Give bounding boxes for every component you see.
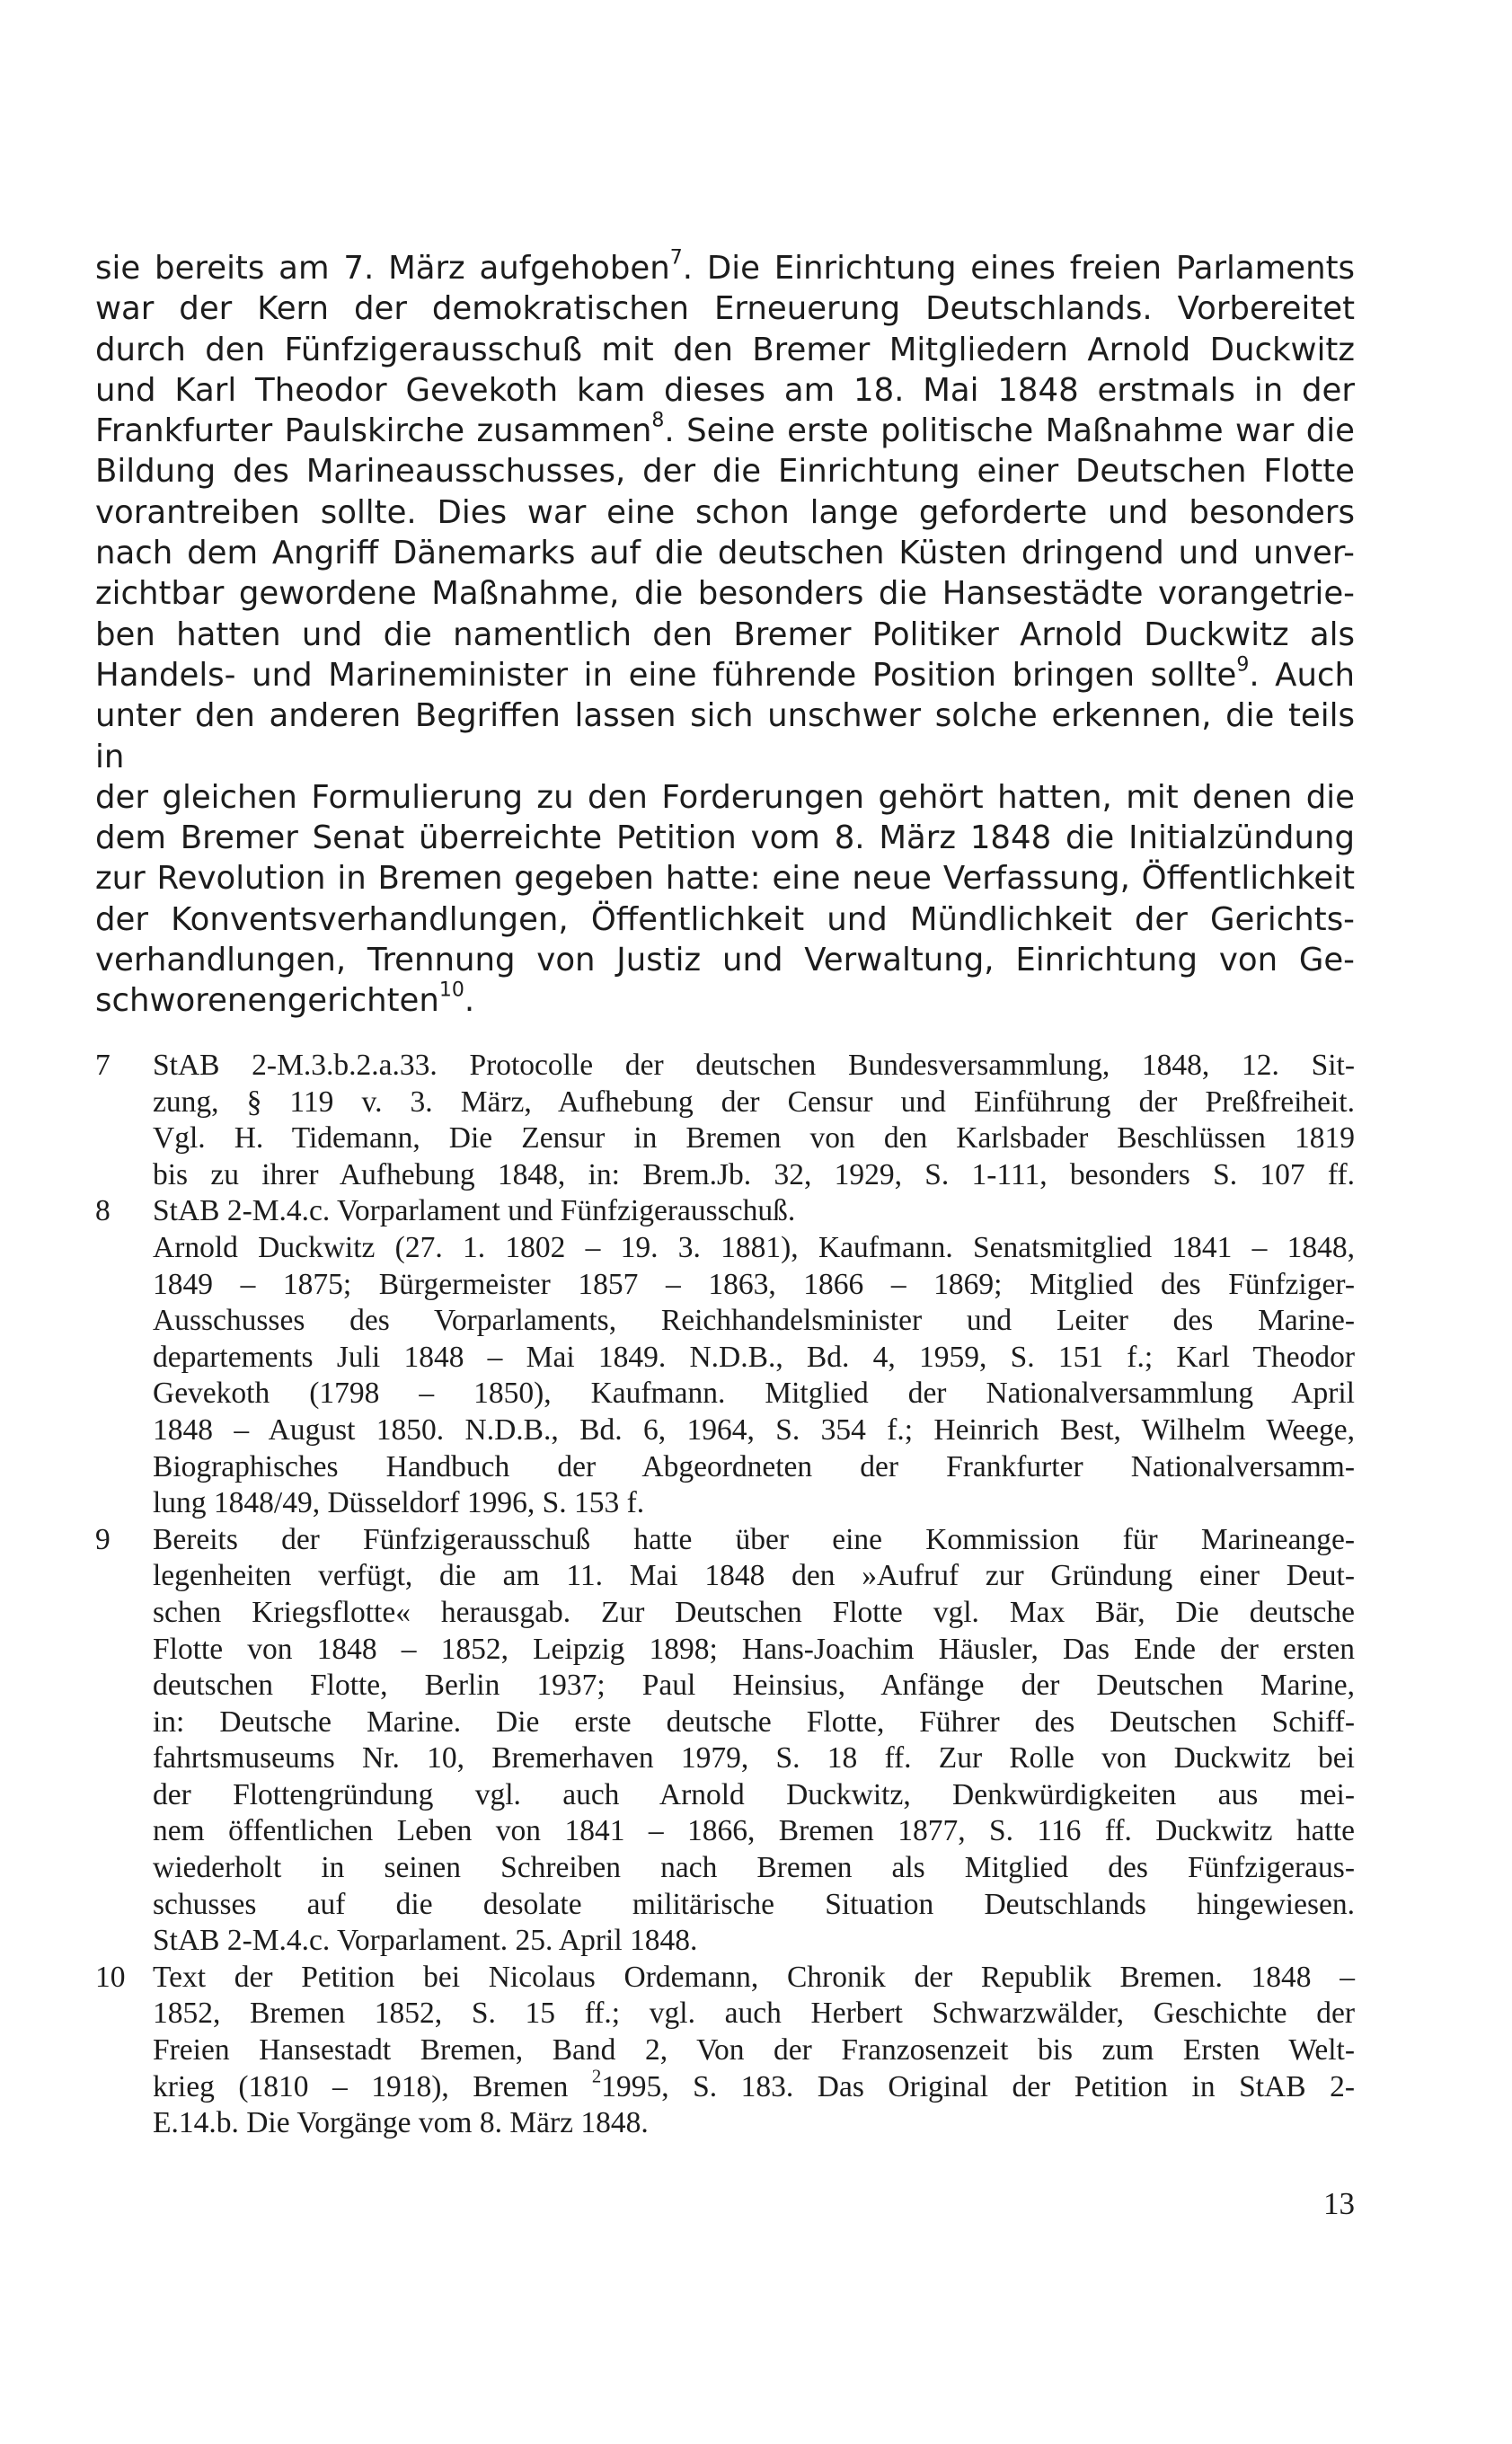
footnote-line: Arnold Duckwitz (27. 1. 1802 – 19. 3. 1881), Kaufmann. Senatsmitglied 1841 – 1848, (153, 1230, 1355, 1264)
body-line: Bildung des Marineausschusses, der die Einrichtung einer Deutschen Flotte (95, 453, 1355, 491)
body-line: schworenengerichten$^{10}$. (95, 978, 475, 1020)
body-line: der gleichen Formulierung zu den Forderungen gehört hatten, mit denen die (95, 778, 1355, 816)
footnote-line: der Flottengründung vgl. auch Arnold Duckwitz, Denkwürdigkeiten aus mei- (153, 1777, 1355, 1811)
footnotes (95, 1048, 1355, 2142)
body-line: war der Kern der demokratischen Erneuerung Deutschlands. Vorbereitet (95, 290, 1355, 328)
body-line: vorantreiben sollte. Dies war eine schon lange geforderte und besonders (95, 493, 1355, 531)
footnote-line: Gevekoth (1798 – 1850), Kaufmann. Mitglied der Nationalversammlung April (153, 1377, 1355, 1411)
footnote-line: E.14.b. Die Vorgänge vom 8. März 1848. (153, 2106, 649, 2140)
footnote-line: StAB 2-M.4.c. Vorparlament. 25. April 1848. (153, 1924, 698, 1958)
footnote-line: Biographisches Handbuch der Abgeordneten der Frankfurter Nationalversamm- (153, 1449, 1355, 1483)
footnote-line: krieg (1810 – 1918), Bremen $^2$1995, S. 183. Das Original der Petition in StAB 2- (153, 2066, 1355, 2103)
footnote-line: legenheiten verfügt, die am 11. Mai 1848 den »Aufruf zur Gründung einer Deut- (153, 1559, 1355, 1593)
footnote-line: departements Juli 1848 – Mai 1849. N.D.B., Bd. 4, 1959, S. 151 f.; Karl Theodor (153, 1340, 1355, 1374)
body-line: verhandlungen, Trennung von Justiz und Verwaltung, Einrichtung von Ge- (95, 942, 1355, 979)
footnote-line: 1849 – 1875; Bürgermeister 1857 – 1863, 1866 – 1869; Mitglied des Fünfziger- (153, 1267, 1355, 1301)
footnote-line: deutschen Flotte, Berlin 1937; Paul Heinsius, Anfänge der Deutschen Marine, (153, 1669, 1355, 1703)
footnote-ref[interactable]: 8 (651, 409, 665, 432)
footnote-9 (95, 1522, 1355, 1960)
body-line: nach dem Angriff Dänemarks auf die deutschen Küsten dringend und unver- (95, 535, 1355, 572)
footnote-line: Flotte von 1848 – 1852, Leipzig 1898; Hans-Joachim Häusler, Das Ende der ersten (153, 1632, 1355, 1666)
footnote-line: lung 1848/49, Düsseldorf 1996, S. 153 f. (153, 1486, 645, 1520)
footnote-line: Vgl. H. Tidemann, Die Zensur in Bremen von den Karlsbader Beschlüssen 1819 (153, 1121, 1355, 1156)
footnote-ref[interactable]: 7 (669, 246, 683, 270)
body-line: unter den anderen Begriffen lassen sich unschwer solche erkennen, die teils in (95, 697, 1355, 775)
footnote-line: Bereits der Fünfzigerausschuß hatte über eine Kommission für Marineange- (153, 1522, 1355, 1556)
footnote-line: 1848 – August 1850. N.D.B., Bd. 6, 1964, S. 354 f.; Heinrich Best, Wilhelm Weege, (153, 1412, 1355, 1447)
footnote-line: in: Deutsche Marine. Die erste deutsche Flotte, Führer des Deutschen Schiff- (153, 1705, 1355, 1739)
footnote-ref[interactable]: 10 (438, 978, 464, 1002)
footnote-number: 10 (95, 1960, 126, 1994)
body-line: zichtbar gewordene Maßnahme, die besonders die Hansestädte vorangetrie- (95, 575, 1355, 613)
footnote-line: Ausschusses des Vorparlaments, Reichhandelsminister und Leiter des Marine- (153, 1304, 1355, 1338)
body-line: Handels- und Marineminister in eine führende Position bringen sollte$^9$. Auch (95, 653, 1355, 694)
footnote-7 (95, 1048, 1355, 1193)
body-line: und Karl Theodor Gevekoth kam dieses am 18. Mai 1848 erstmals in der (95, 371, 1355, 409)
footnote-line: 1852, Bremen 1852, S. 15 ff.; vgl. auch Herbert Schwarzwälder, Geschichte der (153, 1997, 1355, 2031)
footnote-line: wiederholt in seinen Schreiben nach Bremen als Mitglied des Fünfzigeraus- (153, 1851, 1355, 1885)
body-line: dem Bremer Senat überreichte Petition vom 8. März 1848 die Initialzündung (95, 819, 1355, 857)
footnote-line: Freien Hansestadt Bremen, Band 2, Von der Franzosenzeit bis zum Ersten Welt- (153, 2033, 1355, 2068)
footnote-line: schen Kriegsflotte« herausgab. Zur Deutschen Flotte vgl. Max Bär, Die deutsche (153, 1595, 1355, 1629)
footnote-8 (95, 1193, 1355, 1521)
footnote-number: 9 (95, 1522, 111, 1556)
footnote-ref[interactable]: 9 (1236, 653, 1250, 677)
edition-superscript: 2 (591, 2066, 602, 2087)
footnote-line: zung, § 119 v. 3. März, Aufhebung der Censur und Einführung der Preßfreiheit. (153, 1085, 1355, 1119)
body-line: sie bereits am 7. März aufgehoben$^7$. Die Einrichtung eines freien Parlaments (95, 246, 1356, 287)
body-line: ben hatten und die namentlich den Bremer Politiker Arnold Duckwitz als (95, 615, 1355, 653)
footnote-line: StAB 2-M.4.c. Vorparlament und Fünfzigerausschuß. (153, 1194, 796, 1228)
footnote-line: Text der Petition bei Nicolaus Ordemann, Chronik der Republik Bremen. 1848 – (153, 1960, 1355, 1994)
body-line: Frankfurter Paulskirche zusammen$^8$. Seine erste politische Maßnahme war die (95, 409, 1356, 450)
footnote-line: bis zu ihrer Aufhebung 1848, in: Brem.Jb. 32, 1929, S. 1-111, besonders S. 107 ff. (153, 1157, 1355, 1191)
footnote-line: schusses auf die desolate militärische Situation Deutschlands hingewiesen. (153, 1887, 1355, 1921)
footnote-line: StAB 2-M.3.b.2.a.33. Protocolle der deutschen Bundesversammlung, 1848, 12. Sit- (153, 1049, 1355, 1082)
body-text (95, 248, 1355, 1022)
body-line: der Konventsverhandlungen, Öffentlichkeit und Mündlichkeit der Gerichts- (95, 900, 1355, 938)
body-line: zur Revolution in Bremen gegeben hatte: eine neue Verfassung, Öffentlichkeit (95, 860, 1355, 898)
footnote-10 (95, 1960, 1355, 2142)
footnote-number: 8 (95, 1194, 111, 1228)
footnote-line: fahrtsmuseums Nr. 10, Bremerhaven 1979, S. 18 ff. Zur Rolle von Duckwitz bei (153, 1741, 1355, 1775)
body-line: durch den Fünfzigerausschuß mit den Bremer Mitgliedern Arnold Duckwitz (95, 331, 1355, 368)
footnote-line: nem öffentlichen Leben von 1841 – 1866, Bremen 1877, S. 116 ff. Duckwitz hatte (153, 1814, 1355, 1848)
footnote-number: 7 (95, 1049, 111, 1082)
page-number: 13 (1323, 2186, 1355, 2221)
